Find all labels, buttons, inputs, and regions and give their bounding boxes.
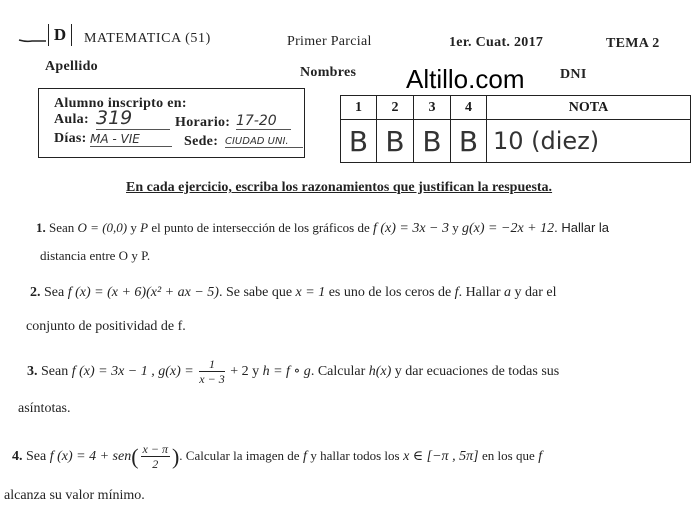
dias-value: MA - VIE bbox=[90, 132, 172, 147]
p1-text-a: Sean bbox=[49, 220, 75, 235]
p1-text-i: . Hallar la bbox=[554, 220, 610, 235]
dias-label: Días: bbox=[54, 131, 87, 146]
grade-header-2: 2 bbox=[377, 96, 414, 120]
problem-3-line-2: asíntotas. bbox=[18, 401, 71, 416]
p3-composition: h = f ∘ g bbox=[262, 364, 311, 379]
p3-function-f: f (x) = 3x − 1 , bbox=[71, 364, 155, 379]
subject-title: MATEMATICA (51) bbox=[84, 31, 211, 46]
problem-1-line-2: distancia entre O y P. bbox=[40, 248, 151, 263]
problem-2-number: 2. bbox=[30, 285, 41, 300]
horario-value: 17-20 bbox=[236, 113, 291, 130]
grade-value-2: B bbox=[377, 120, 414, 163]
p4-text-c: . Calcular la imagen de bbox=[179, 448, 300, 463]
grade-header-nota: NOTA bbox=[487, 96, 691, 120]
p4-function-f: f (x) = 4 + sen bbox=[49, 449, 132, 464]
p3-text-e: y bbox=[252, 364, 260, 379]
p1-point-o: O = (0,0) bbox=[77, 220, 128, 235]
p2-text-c: . Se sabe que bbox=[218, 285, 293, 300]
apellido-label: Apellido bbox=[45, 59, 98, 74]
sede-label: Sede: bbox=[184, 134, 219, 149]
p2-text-e: es uno de los ceros de bbox=[328, 285, 452, 300]
problem-4-number: 4. bbox=[12, 449, 23, 464]
p1-text-e: el punto de intersección de los gráficos de bbox=[151, 220, 370, 235]
grade-header-3: 3 bbox=[414, 96, 451, 120]
tema-label: TEMA 2 bbox=[606, 36, 660, 51]
p1-text-c: y bbox=[130, 220, 137, 235]
period-label: 1er. Cuat. 2017 bbox=[449, 35, 544, 50]
p3-text-a: Sean bbox=[41, 364, 69, 379]
p3-fraction-numerator: 1 bbox=[199, 357, 224, 372]
p2-a: a bbox=[504, 285, 512, 300]
enrollment-title: Alumno inscripto en: bbox=[54, 96, 187, 111]
horario-label: Horario: bbox=[175, 115, 231, 130]
grade-value-4: B bbox=[451, 120, 487, 163]
problem-1-line-1 bbox=[36, 220, 609, 237]
grade-value-3: B bbox=[414, 120, 451, 163]
header-bracket-mark bbox=[18, 28, 48, 44]
grade-value-row bbox=[341, 120, 691, 163]
aula-label: Aula: bbox=[54, 112, 89, 127]
grade-table bbox=[340, 95, 691, 163]
exam-title: Primer Parcial bbox=[287, 34, 372, 49]
p2-f: f bbox=[454, 285, 459, 300]
p3-text-i: y dar ecuaciones de todas sus bbox=[394, 364, 560, 379]
p4-fraction-denominator: 2 bbox=[152, 457, 159, 472]
p2-function-f: f (x) = (x + 6)(x² + ax − 5) bbox=[67, 285, 219, 300]
problem-1-number: 1. bbox=[36, 220, 46, 235]
p4-fraction bbox=[141, 442, 170, 471]
p1-text-g: y bbox=[452, 220, 459, 235]
p4-text-e: y hallar todos los bbox=[310, 448, 400, 463]
problem-2-line-1 bbox=[30, 285, 557, 301]
problem-2-line-2: conjunto de positividad de f. bbox=[26, 319, 186, 334]
problem-3-line-1 bbox=[27, 352, 559, 392]
p3-h: h(x) bbox=[368, 364, 392, 379]
nombres-label: Nombres bbox=[300, 65, 357, 80]
p4-fraction-numerator: x − π bbox=[142, 442, 168, 457]
p1-function-f: f (x) = 3x − 3 bbox=[372, 221, 450, 236]
problem-4-line-1 bbox=[12, 436, 542, 476]
p4-f-2: f bbox=[538, 449, 543, 464]
p2-text-a: Sea bbox=[44, 285, 65, 300]
p3-fraction-denominator: x − 3 bbox=[199, 372, 225, 387]
p2-text-i: y dar el bbox=[514, 285, 557, 300]
p1-function-g: g(x) = −2x + 12 bbox=[462, 221, 555, 236]
grade-header-1: 1 bbox=[341, 96, 377, 120]
p4-text-a: Sea bbox=[26, 449, 47, 464]
dni-label: DNI bbox=[560, 67, 587, 82]
p4-f: f bbox=[303, 449, 307, 464]
watermark-text: Altillo.com bbox=[406, 64, 525, 94]
p3-fraction bbox=[199, 357, 224, 386]
p3-function-g: g(x) = bbox=[158, 364, 194, 379]
grade-header-row bbox=[341, 96, 691, 120]
p1-point-p: P bbox=[140, 220, 149, 235]
p4-paren-close: ) bbox=[171, 443, 180, 469]
grade-header-4: 4 bbox=[451, 96, 487, 120]
p4-interval: x ∈ [−π , 5π] bbox=[403, 449, 479, 464]
p2-text-g: . Hallar bbox=[458, 285, 501, 300]
sede-value: CIUDAD UNI. bbox=[225, 136, 303, 148]
p2-zero: x = 1 bbox=[295, 285, 326, 300]
aula-value: 319 bbox=[96, 107, 170, 130]
problem-3-number: 3. bbox=[27, 364, 38, 379]
problem-4-line-2: alcanza su valor mínimo. bbox=[4, 488, 145, 503]
instructions: En cada ejercicio, escriba los razonamientos que justifican la respuesta. bbox=[126, 180, 553, 195]
p4-paren-open: ( bbox=[131, 443, 139, 469]
header-letter-box: D bbox=[48, 24, 72, 46]
p3-text-d: + 2 bbox=[230, 364, 249, 379]
p4-text-g: en los que bbox=[482, 448, 535, 463]
grade-value-1: B bbox=[341, 120, 377, 163]
p3-text-g: . Calcular bbox=[310, 364, 366, 379]
grade-value-nota: 10 (diez) bbox=[487, 120, 691, 163]
